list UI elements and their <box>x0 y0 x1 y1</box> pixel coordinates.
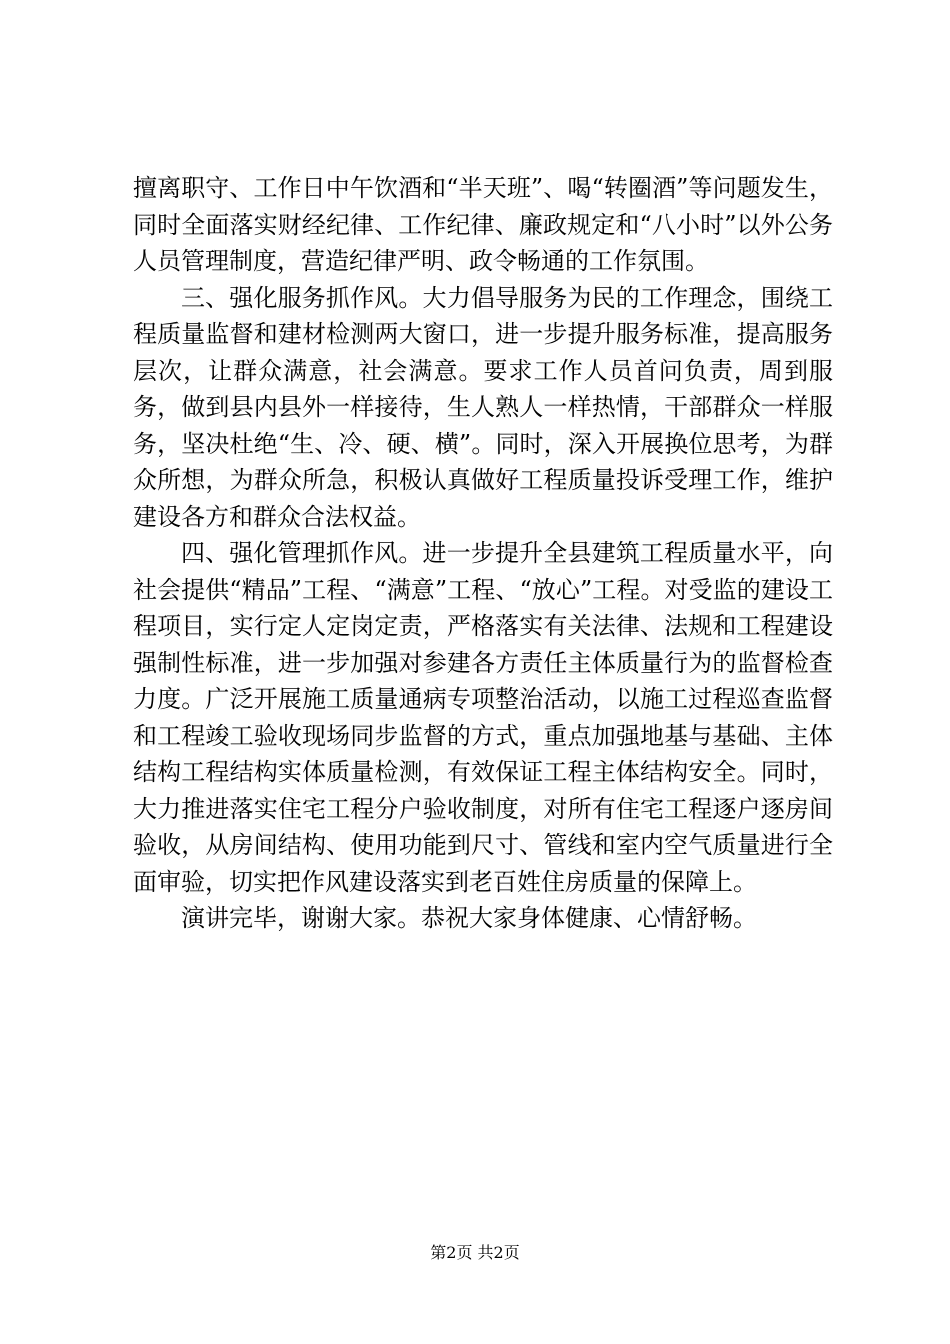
document-body <box>133 170 833 937</box>
page-number-label: 第2页 共2页 <box>430 1243 520 1262</box>
page-footer <box>0 1243 950 1263</box>
paragraph-service-style: 三、强化服务抓作风。大力倡导服务为民的工作理念，围绕工程质量监督和建材检测两大窗口，进一步提升服务标准，提高服务层次，让群众满意，社会满意。要求工作人员首问负责，周到服务，做到县内县外一样接待，生人熟人一样热情，干部群众一样服务，坚决杜绝“生、冷、硬、横”。同时，深入开展换位思考，为群众所想，为群众所急，积极认真做好工程质量投诉受理工作，维护建设各方和群众合法权益。 <box>133 283 833 531</box>
paragraph-closing: 演讲完毕，谢谢大家。恭祝大家身体健康、心情舒畅。 <box>181 904 757 932</box>
paragraph-continuation: 擅离职守、工作日中午饮酒和“半天班”、喝“转圈酒”等问题发生，同时全面落实财经纪律、工作纪律、廉政规定和“八小时”以外公务人员管理制度，营造纪律严明、政令畅通的工作氛围。 <box>133 174 833 275</box>
paragraph-management-style: 四、强化管理抓作风。进一步提升全县建筑工程质量水平，向社会提供“精品”工程、“满意”工程、“放心”工程。对受监的建设工程项目，实行定人定岗定责，严格落实有关法律、法规和工程建设强制性标准，进一步加强对参建各方责任主体质量行为的监督检查力度。广泛开展施工质量通病专项整治活动，以施工过程巡查监督和工程竣工验收现场同步监督的方式，重点加强地基与基础、主体结构工程结构实体质量检测，有效保证工程主体结构安全。同时，大力推进落实住宅工程分户验收制度，对所有住宅工程逐户逐房间验收，从房间结构、使用功能到尺寸、管线和室内空气质量进行全面审验，切实把作风建设落实到老百姓住房质量的保障上。 <box>133 539 833 896</box>
